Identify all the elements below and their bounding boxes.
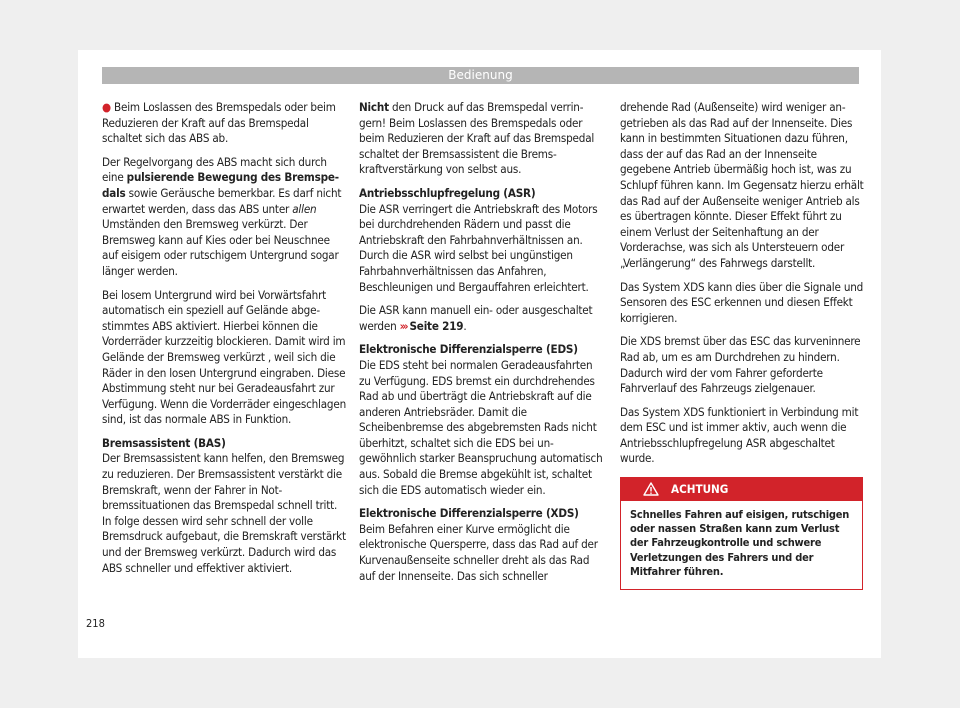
xds-active-paragraph: Das System XDS funktioniert in Verbindung mit dem ESC und ist immer aktiv, auch wenn die Antriebsschlupfregelung ASR abgeschaltet wurde. <box>620 404 859 466</box>
page-number: 218 <box>86 617 105 630</box>
warning-header <box>621 478 862 501</box>
column-2 <box>359 100 604 592</box>
heading-eds: Elektronische Differenzialsperre (EDS) <box>359 342 578 357</box>
bas-paragraph: Der Bremsassistent kann helfen, den Bremsweg zu reduzieren. Der Bremsassistent verstärkt die Bremskraft, wenn der Fahrer in Notbremssituationen das Bremspedal schnell tritt. In folge dessen wird sehr schnell der volle Bremsdruck aufgebaut, die Bremskraft verstärkt und der Bremsweg verkürzt. Dadurch wird das ABS schneller und effektiver aktiviert. <box>102 451 346 575</box>
column-1 <box>102 100 347 584</box>
warning-box <box>620 477 863 590</box>
eds-paragraph: Die EDS steht bei normalen Geradeausfahrten zu Verfügung. EDS bremst ein durchdrehendes Rad ab und überträgt die Antriebskraft auf die anderen Antriebsräder. Damit die Scheibenbremse des abgebremsten Rads nicht überhitzt, schaltet sich die EDS bei ungewöhnlich starker Beanspruchung automatisch aus. Sobald die Bremse abgekühlt ist, schaltet sich die EDS automatisch wieder ein. <box>359 357 603 497</box>
asr-paragraph: Die ASR verringert die Antriebskraft des Motors bei durchdrehenden Rädern und passt die Antriebskraft den Fahrbahnverhältnissen an. Durch die ASR wird selbst bei ungünstigen Fahrbahnverhältnissen das Anfahren, Beschleunigen und Bergauffahren erleichtert. <box>359 201 598 294</box>
warning-text: Schnelles Fahren auf eisigen, rutschigen oder nassen Straßen kann zum Verlust der Fahrzeugkontrolle und schwere Verletzungen des Fahrers und der Mitfahrer führen. <box>630 508 850 578</box>
warning-triangle-icon <box>643 482 659 496</box>
xds-esc-paragraph: Das System XDS kann dies über die Signale und Sensoren des ESC erkennen und diesen Effekt korrigieren. <box>620 279 864 325</box>
bullet-icon: ● <box>102 100 111 114</box>
abs-paragraph: Der Regelvorgang des ABS macht sich durch eine pulsierende Bewegung des Bremspedals sowie Geräusche bemerkbar. Es darf nicht erwartet werden, dass das ABS unter allen Umständen den Bremsweg verkürzt. Der Bremsweg kann auf Kies oder bei Neuschnee auf eisigem oder rutschigem Untergrund sogar länger werden. <box>102 154 342 278</box>
column-3 <box>620 100 865 475</box>
page-reference-link[interactable]: Seite 219 <box>409 318 464 333</box>
bas-continued-paragraph: Nicht den Druck auf das Bremspedal verringern! Beim Loslassen des Bremspedals oder beim Reduzieren der Kraft auf das Bremspedal schaltet der Bremsassistent die Bremskraftverstärkung von selbst aus. <box>359 100 595 177</box>
link-arrow-icon: ››› <box>399 318 407 333</box>
heading-asr: Antriebsschlupfregelung (ASR) <box>359 185 536 200</box>
heading-xds: Elektronische Differenzialsperre (XDS) <box>359 506 579 521</box>
xds-continued-paragraph: drehende Rad (Außenseite) wird weniger angetrieben als das Rad auf der Innenseite. Dies kann in bestimmten Situationen dazu führen, dass der auf das Rad an der Innenseite gegebene Antrieb übermäßig hoch ist, was zu Schlupf führen kann. Im Gegensatz hierzu erhält das Rad auf der Außenseite weniger Antrieb als es übertragen könnte. Dieser Effekt führt zu einem Verlust der Seitenhaftung an der Vorderachse, was sich als Untersteuern oder „Verlängerung“ des Fahrwegs darstellt. <box>620 100 864 270</box>
xds-brake-paragraph: Die XDS bremst über das ESC das kurveninnere Rad ab, um es am Durchdrehen zu hindern. Dadurch wird der vom Fahrer geforderte Fahrverlauf des Fahrzeugs zielgenauer. <box>620 334 861 396</box>
heading-bas: Bremsassistent (BAS) <box>102 435 226 450</box>
warning-title: ACHTUNG <box>671 482 729 496</box>
section-header: Bedienung <box>102 67 859 84</box>
xds-paragraph: Beim Befahren einer Kurve ermöglicht die elektronische Quersperre, dass das Rad auf der Kurvenaußenseite schneller dreht als das Rad auf der Innenseite. Das sich schneller <box>359 521 598 583</box>
asr-switch-paragraph: Die ASR kann manuell ein- oder ausgeschaltet werden ››› Seite 219. <box>359 303 593 333</box>
abs-offroad-paragraph: Bei losem Untergrund wird bei Vorwärtsfahrt automatisch ein speziell auf Gelände abgestimmtes ABS aktiviert. Hierbei können die Vorderräder kurzzeitig blockieren. Damit wird im Gelände der Bremsweg verkürzt , weil sich die Räder in den losen Untergrund eingraben. Diese Abstimmung steht nur bei Geradeausfahrt zur Verfügung. Wenn die Vorderräder eingeschlagen sind, ist das normale ABS in Funktion. <box>102 287 346 427</box>
bullet-paragraph: ● Beim Loslassen des Bremspedals oder beim Reduzieren der Kraft auf das Bremspedal schaltet sich das ABS ab. <box>102 100 336 146</box>
